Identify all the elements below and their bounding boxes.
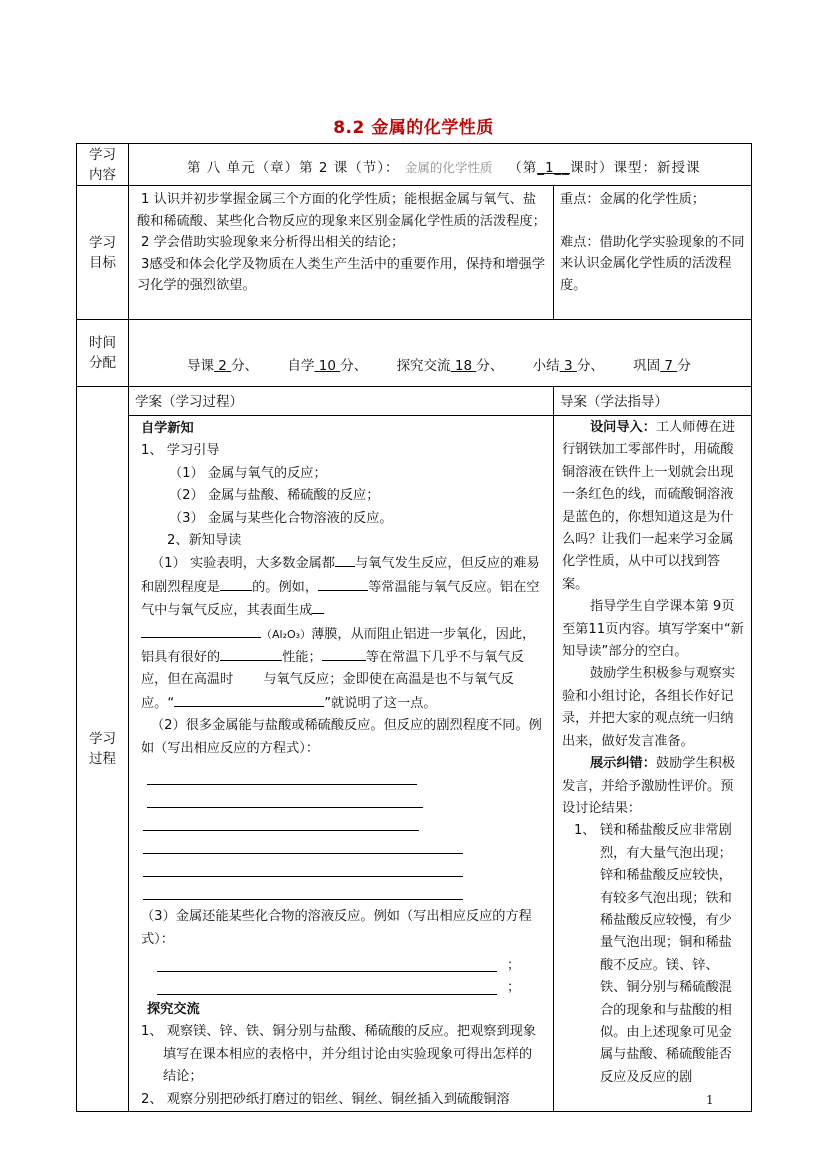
label-text: 时间分配 [89,335,116,371]
guide-intro: 工人师傅在进行钢铁加工零部件时，用硫酸铜溶液在铁件上一划就会出现一条红色的线，而硫酸铜溶液是蓝色的，你想知道这是为什么吗？让我们一起来学习金属化学性质，从中可以找到答案。 [562,420,736,592]
row-goals [77,186,752,320]
period-suffix: 课时）课型：新授课 [570,160,701,176]
answer-lines-solution: ； ； [141,951,545,999]
goals-list [129,186,553,297]
label-text: 学习内容 [89,146,116,183]
answer-lines-acid [141,760,545,900]
row-time [77,320,752,387]
lesson-info [129,144,751,176]
label-time [77,320,129,387]
time-item [397,358,504,374]
goal-item: 3感受和体会化学及物质在人类生产生活中的重要作用，保持和增强学习化学的强烈欲望。 [137,256,546,293]
guide-show: 鼓励学生积极发言，并给予激励性评价。预设讨论结果： [562,756,736,816]
right-header: 导案（学法指导） [560,394,668,410]
left-header: 学案（学习过程） [135,394,243,410]
paragraph-oxygen: （1） 实验表明，大多数金属都 与氧气发生反应，但反应的难易和剧烈程度是 的。例如， 等常温能与氧气反应。铝在空气中与氧气反应，其表面生成 （Al₂O₃）薄膜，从而阻止铝进一步氧化，因此，铝具有很好的 性能； 等在常温下几乎不与氧气反应，但在高温时 与氧气反应；金即使在高温是也不与氧气反应。“ ”就说明了这一点。 [141,552,545,715]
guide-intro-title: 设问导入： [590,420,656,435]
paragraph-solution: （3）金属还能某些化合物的溶液反应。例如（写出相应反应的方程式）： [141,909,532,947]
time-name: 小结 [532,358,560,374]
time-value: 10 [318,358,336,374]
time-name: 巩固 [633,358,661,374]
paragraph-acid: （2）很多金属能与盐酸或稀硫酸反应。但反应的剧烈程度不同。例如（写出相应反应的方程式）： [141,718,542,756]
page-number: 1 [706,1093,714,1107]
time-unit: 分、 [340,358,368,374]
explore-item: 2、 观察分别把砂纸打磨过的铝丝、铜丝、铜丝插入到硫酸铜溶 [141,1091,510,1107]
row-process [77,416,752,1112]
teaching-guide [554,416,751,1089]
label-content [77,144,129,186]
time-unit: 分、 [576,358,604,374]
self-study-title: 自学新知 [141,421,194,436]
period-prefix: （第 [508,160,538,176]
label-process [77,387,129,1112]
time-allocation [129,320,751,374]
time-unit: 分 [677,358,691,374]
difficulty: 难点：借助化学实验现象的不同来认识金属化学性质的活泼程度。 [560,234,745,293]
study-process [129,416,553,1111]
guide-discussion: 鼓励学生积极参与观察实验和小组讨论，各组长作好记录，并把大家的观点统一归纳出来，做好发言准备。 [562,666,736,749]
time-unit: 分、 [476,358,504,374]
guide-title: 1、 学习引导 [141,443,220,459]
goal-item: 2 学会借助实验现象来分析得出相关的结论； [141,235,405,250]
guide-show-title: 展示纠错： [590,756,656,772]
new-knowledge-title: 2、新知导读 [167,533,242,549]
time-unit: 分、 [231,358,259,374]
time-item [287,358,367,374]
guide-item: （3） 金属与某些化合物溶液的反应。 [169,510,393,526]
guide-result: 1、 镁和稀盐酸反应非常剧烈，有大量气泡出现；锌和稀盐酸反应较快，有较多气泡出现；铁和稀盐酸反应较慢，有少量气泡出现；铜和稀盐酸不反应。镁、锌、铁、铜分别与稀硫酸混合的现象和与盐酸的相似。由上述现象可见金属与盐酸、稀硫酸能否反应及反应的剧 [574,823,732,1085]
time-value: 18 [454,358,473,374]
time-item [187,358,258,374]
guide-self-study: 指导学生自学课本第 9页至第11页内容。填写学案中“新知导读”部分的空白。 [562,599,744,660]
label-text: 学习目标 [89,234,116,271]
time-value: 2 [218,358,227,374]
label-goals [77,186,129,320]
document-title: 8.2 金属的化学性质 [333,118,494,138]
time-name: 自学 [287,358,315,374]
time-name: 导课 [187,358,214,374]
explore-title: 探究交流 [147,1001,200,1017]
time-item [633,358,691,374]
row-content [77,144,752,186]
guide-item: （1） 金属与氧气的反应； [169,465,327,481]
time-value: 3 [563,358,573,374]
time-value: 7 [664,358,674,374]
lesson-plan-table [76,143,752,1112]
key-point: 重点：金属的化学性质； [560,192,706,207]
period-number: _1__ [537,160,571,176]
row-process-header [77,387,752,416]
guide-item: （2） 金属与盐酸、稀硫酸的反应； [169,488,380,504]
time-item [533,358,604,374]
explore-item: 1、 观察镁、锌、铁、铜分别与盐酸、稀硫酸的反应。把观察到现象填写在课本相应的表格中，并分组讨论由实验现象可得出怎样的结论； [141,1024,537,1085]
time-name: 探究交流 [396,358,451,374]
unit-info: 第 八 单元（章）第 2 课（节）： [187,160,400,176]
lesson-name: 金属的化学性质 [404,160,493,175]
label-text: 学习过程 [89,730,116,767]
key-points [554,186,751,296]
goal-item: 1 认识并初步掌握金属三个方面的化学性质；能根据金属与氧气、盐酸和稀硫酸、某些化合物反应的现象来区别金属化学性质的活泼程度； [137,192,546,229]
